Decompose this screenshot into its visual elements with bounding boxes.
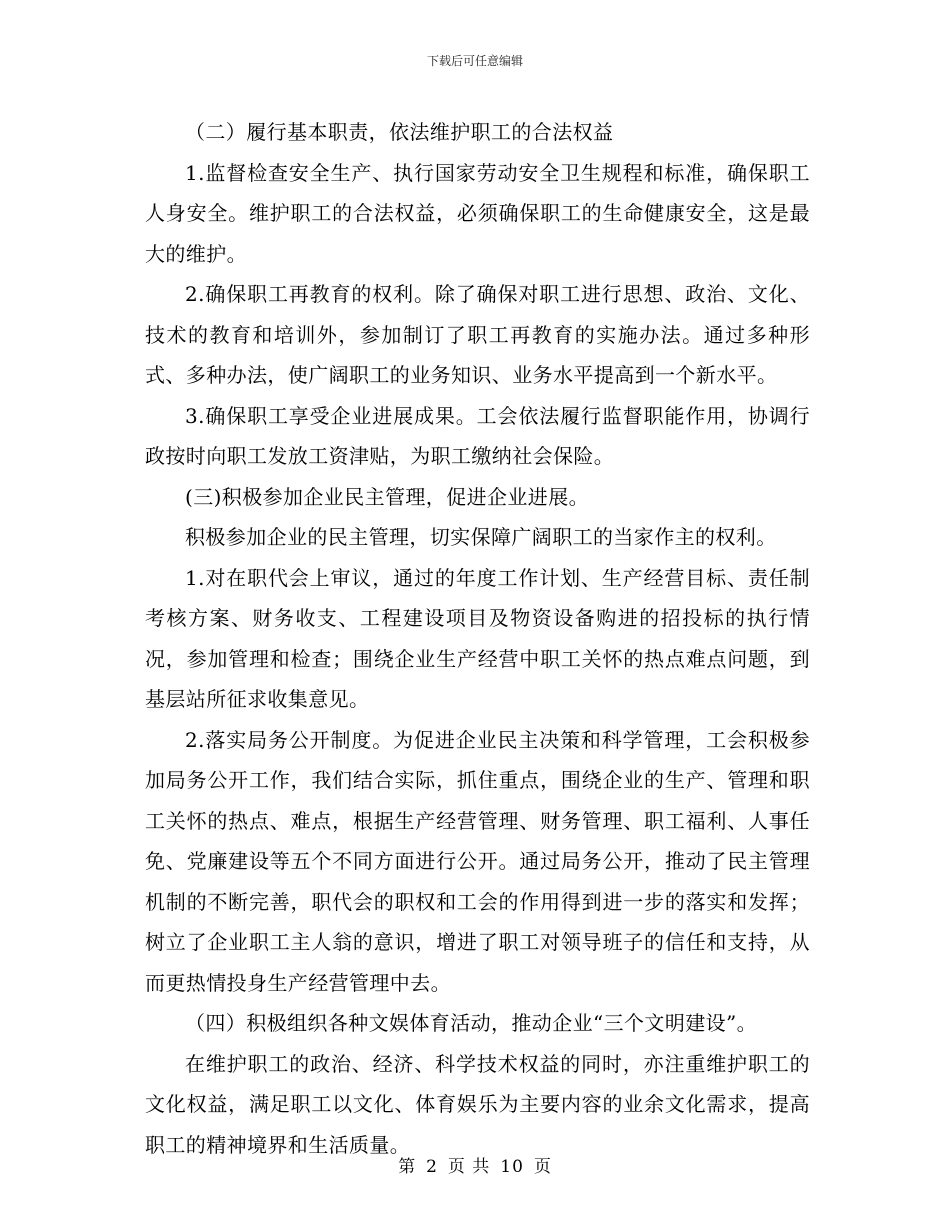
paragraph: 2.落实局务公开制度。为促进企业民主决策和科学管理，工会积极参加局务公开工作，我们结合实际，抓住重点，围绕企业的生产、管理和职工关怀的热点、难点，根据生产经营管理、财务管理、职工福利、人事任免、党廉建设等五个不同方面进行公开。通过局务公开，推动了民主管理机制的不断完善，职代会的职权和工会的作用得到进一步的落实和发挥；树立了企业职工主人翁的意识，增进了职工对领导班子的信任和支持，从而更热情投身生产经营管理中去。 xyxy=(145,727,810,995)
section-heading-2: （二）履行基本职责，依法维护职工的合法权益 xyxy=(185,120,614,144)
footer-suffix: 页 xyxy=(533,1157,552,1177)
document-body xyxy=(145,112,810,1165)
paragraph: 1.对在职代会上审议，通过的年度工作计划、生产经营目标、责任制考核方案、财务收支、工程建设项目及物资设备购进的招投标的执行情况，参加管理和检查；围绕企业生产经营中职工关怀的热点难点问题，到基层站所征求收集意见。 xyxy=(145,565,810,711)
footer-prefix: 第 xyxy=(398,1157,417,1177)
paragraph: 3.确保职工享受企业进展成果。工会依法履行监督职能作用，协调行政按时向职工发放工资津贴，为职工缴纳社会保险。 xyxy=(145,403,810,468)
page-header: 下载后可任意编辑 xyxy=(426,54,523,68)
paragraph: 积极参加企业的民主管理，切实保障广阔职工的当家作主的权利。 xyxy=(185,525,777,549)
page-number: 2 xyxy=(426,1157,438,1177)
section-heading-4: （四）积极组织各种文娱体育活动，推动企业“三个文明建设”。 xyxy=(185,1011,758,1035)
section-heading-3: (三)积极参加企业民主管理，促进企业进展。 xyxy=(185,484,590,509)
paragraph: 1.监督检查安全生产、执行国家劳动安全卫生规程和标准，确保职工人身安全。维护职工的合法权益，必须确保职工的生命健康安全，这是最大的维护。 xyxy=(145,160,810,266)
page-footer xyxy=(0,1152,950,1177)
footer-middle: 页 共 xyxy=(447,1157,491,1177)
paragraph: 在维护职工的政治、经济、科学技术权益的同时，亦注重维护职工的文化权益，满足职工以文化、体育娱乐为主要内容的业余文化需求，提高职工的精神境界和生活质量。 xyxy=(145,1051,810,1157)
paragraph: 2.确保职工再教育的权利。除了确保对职工进行思想、政治、文化、技术的教育和培训外，参加制订了职工再教育的实施办法。通过多种形式、多种办法，使广阔职工的业务知识、业务水平提高到一个新水平。 xyxy=(145,282,810,387)
page-total: 10 xyxy=(500,1157,524,1177)
